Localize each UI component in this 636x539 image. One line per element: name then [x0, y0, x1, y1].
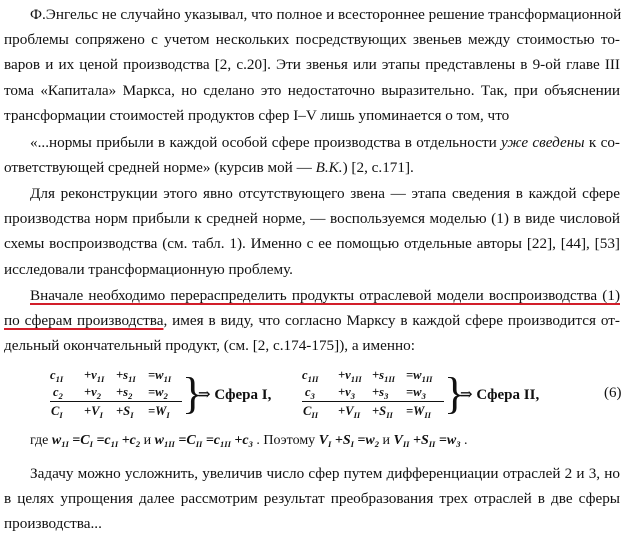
math-term: $+s_{1I}$ [116, 368, 136, 384]
math-term: $=w_{1II}$ [406, 368, 433, 384]
math-term: $+S_{II}$ [372, 404, 393, 420]
text-line: производства норм прибыли к средней норме, — воспользуемся моделью (1) в виде числовой [4, 210, 620, 228]
paragraph-reconstruction [4, 181, 620, 282]
right-brace: } [182, 369, 204, 418]
text-line [4, 130, 620, 155]
math-term: $=w_3$ [406, 385, 426, 401]
italic-fragment: уже сведены [501, 134, 585, 151]
text-fragment: ответствующей средней норме» (курсив мой — [4, 159, 316, 177]
math-term: $+v_{1I}$ [84, 368, 105, 384]
text-line [4, 155, 620, 180]
math-term: $+s_2$ [116, 385, 133, 401]
math-term: $C_I$ [51, 404, 63, 420]
math-term: $c_2$ [53, 385, 63, 401]
math-term: $+v_2$ [84, 385, 102, 401]
math-term: $w_{1II} =C_{II} =c_{1II} +c_3$ [154, 433, 253, 449]
paragraph-engels [4, 2, 620, 128]
math-term: $=w_{1I}$ [148, 368, 172, 384]
math-term: $V_{II} +S_{II} =w_3$ [393, 433, 461, 449]
paragraph-complication [4, 461, 620, 537]
sphere-1-label: ⇒ Сфера I, [198, 387, 272, 403]
underlined-line: Вначале необходимо перераспределить продукты отраслевой модели воспроизводства (1) [30, 287, 620, 304]
text-line [4, 308, 620, 333]
text-fragment: и [140, 433, 155, 448]
text-fragment: . [460, 433, 468, 448]
underlined-fragment: по сферам производства [4, 312, 164, 330]
math-term: $c_{1II}$ [302, 368, 319, 384]
italic-fragment: В.К. [315, 159, 343, 177]
text-fragment: , имея в виду, что согласно Марксу в каждой сфере производится от- [163, 312, 620, 330]
text-line: в целях упрощения далее рассмотрим результат преобразования трех отраслей в две сферы [4, 490, 620, 508]
text-line: Ф.Энгельс не случайно указывал, что полное и всестороннее решение трансформационной [30, 6, 622, 23]
text-fragment: и [379, 433, 394, 448]
text-line: варов и их ценой производства [2, с.20]. Эти звенья или этапы представлены в 9-ой главе III [4, 56, 620, 74]
math-term: $+v_{1II}$ [338, 368, 362, 384]
math-term: $+s_{1II}$ [372, 368, 395, 384]
text-line: тома «Капитала» Маркса, но сделано это недостаточно выразительно. Так, при объяснении [4, 81, 620, 99]
paragraph-quote [4, 130, 620, 180]
math-term: $+s_3$ [372, 385, 389, 401]
paragraph-redistribution [4, 283, 620, 359]
math-term: $V_I +S_I =w_2$ [318, 433, 379, 449]
text-line: схемы воспроизводства (см. табл. 1). Именно с ее помощью отдельные авторы [22], [44], [53] [4, 235, 620, 253]
math-term: $w_{1I} =C_I =c_{1I} +c_2$ [51, 433, 141, 449]
math-term: $C_{II}$ [303, 404, 319, 420]
math-term: $=W_{II}$ [406, 404, 431, 420]
text-line: производства... [4, 515, 102, 533]
math-term: $+V_I$ [84, 404, 103, 420]
math-term: $=W_I$ [148, 404, 170, 420]
text-line: исследовали трансформационную проблему. [4, 260, 293, 278]
math-term: $+v_3$ [338, 385, 356, 401]
text-fragment: ) [2, с.171]. [342, 159, 414, 177]
text-line: трансформации стоимостей продуктов сфер I–V лишь упоминается о том, что [4, 106, 510, 124]
math-term: $+V_{II}$ [338, 404, 361, 420]
math-term: $c_3$ [305, 385, 315, 401]
sum-rule [50, 401, 182, 402]
definitions-line [30, 433, 467, 449]
math-term: $c_{1I}$ [50, 368, 64, 384]
sum-rule [302, 401, 444, 402]
text-line: Задачу можно усложнить, увеличив число сфер путем дифференциации отраслей 2 и 3, но [30, 465, 620, 482]
text-fragment: «...нормы прибыли в каждой особой сфере производства в отдельности [30, 134, 502, 151]
text-fragment: к со- [584, 134, 620, 151]
equation-number: (6) [604, 385, 622, 401]
math-term: $=w_2$ [148, 385, 168, 401]
text-fragment: . Поэтому [252, 433, 319, 448]
text-line: дельный окончательный продукт, (см. [2, с.174-175]), а именно: [4, 337, 415, 355]
text-line: проблемы сопряжено с учетом нескольких посредствующих звеньев между стоимостью то- [4, 31, 620, 49]
text-fragment: где [30, 433, 52, 448]
sphere-2-label: ⇒ Сфера II, [460, 387, 540, 403]
math-term: $+S_I$ [116, 404, 134, 420]
right-brace: } [444, 369, 466, 418]
text-line: Для реконструкции этого явно отсутствующего звена — этапа сведения в каждой сфере [30, 185, 620, 202]
